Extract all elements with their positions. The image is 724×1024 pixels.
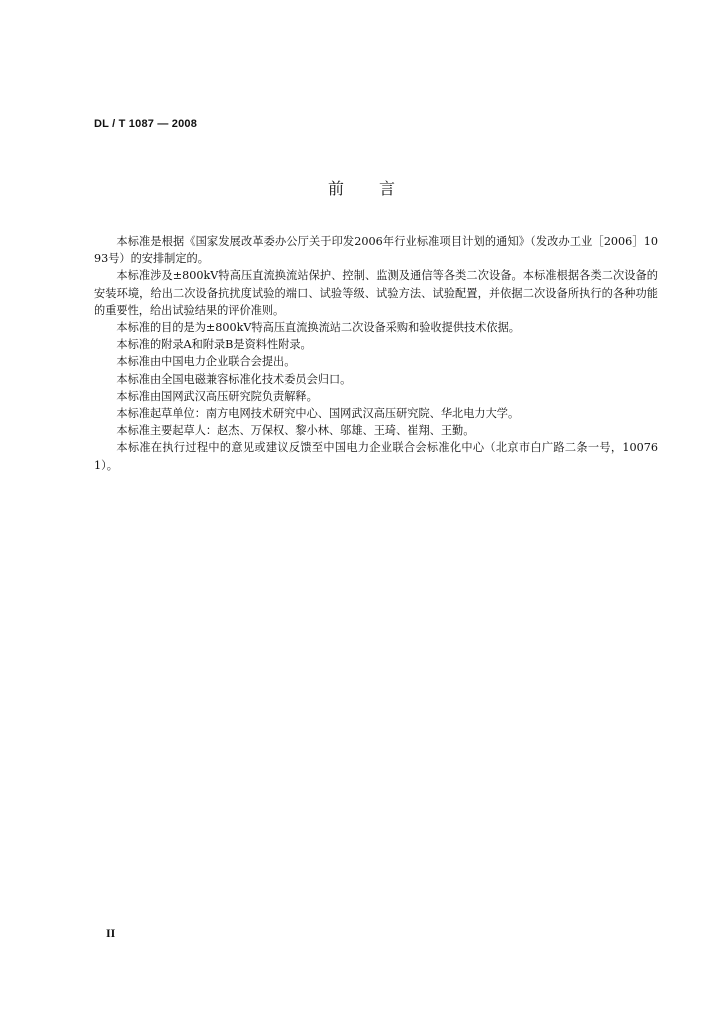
document-code: DL / T 1087 — 2008	[94, 118, 198, 130]
paragraph: 本标准的附录A和附录B是资料性附录。	[116, 338, 312, 352]
paragraph: 本标准起草单位：南方电网技术研究中心、国网武汉高压研究院、华北电力大学。	[116, 407, 520, 421]
page-number: II	[106, 926, 116, 940]
paragraph: 本标准是根据《国家发展改革委办公厅关于印发2006年行业标准项目计划的通知》（发改办工业［2006］1093号）的安排制定的。	[94, 235, 658, 266]
paragraph: 本标准由中国电力企业联合会提出。	[116, 355, 296, 369]
paragraph: 本标准在执行过程中的意见或建议反馈至中国电力企业联合会标准化中心（北京市白广路二条一号，100761）。	[94, 441, 658, 472]
page-title: 前 言	[327, 179, 396, 198]
paragraph: 本标准由全国电磁兼容标准化技术委员会归口。	[116, 372, 352, 386]
paragraph: 本标准的目的是为±800kV特高压直流换流站二次设备采购和验收提供技术依据。	[116, 321, 520, 335]
foreword-body	[94, 233, 658, 474]
paragraph: 本标准主要起草人：赵杰、万保权、黎小林、邬雄、王琦、崔翔、王勤。	[116, 424, 475, 438]
paragraph: 本标准由国网武汉高压研究院负责解释。	[116, 389, 318, 403]
paragraph: 本标准涉及±800kV特高压直流换流站保护、控制、监测及通信等各类二次设备。本标准根据各类二次设备的安装环境，给出二次设备抗扰度试验的端口、试验等级、试验方法、试验配置，并依据二次设备所执行的各种功能的重要性，给出试验结果的评价准则。	[94, 269, 658, 317]
